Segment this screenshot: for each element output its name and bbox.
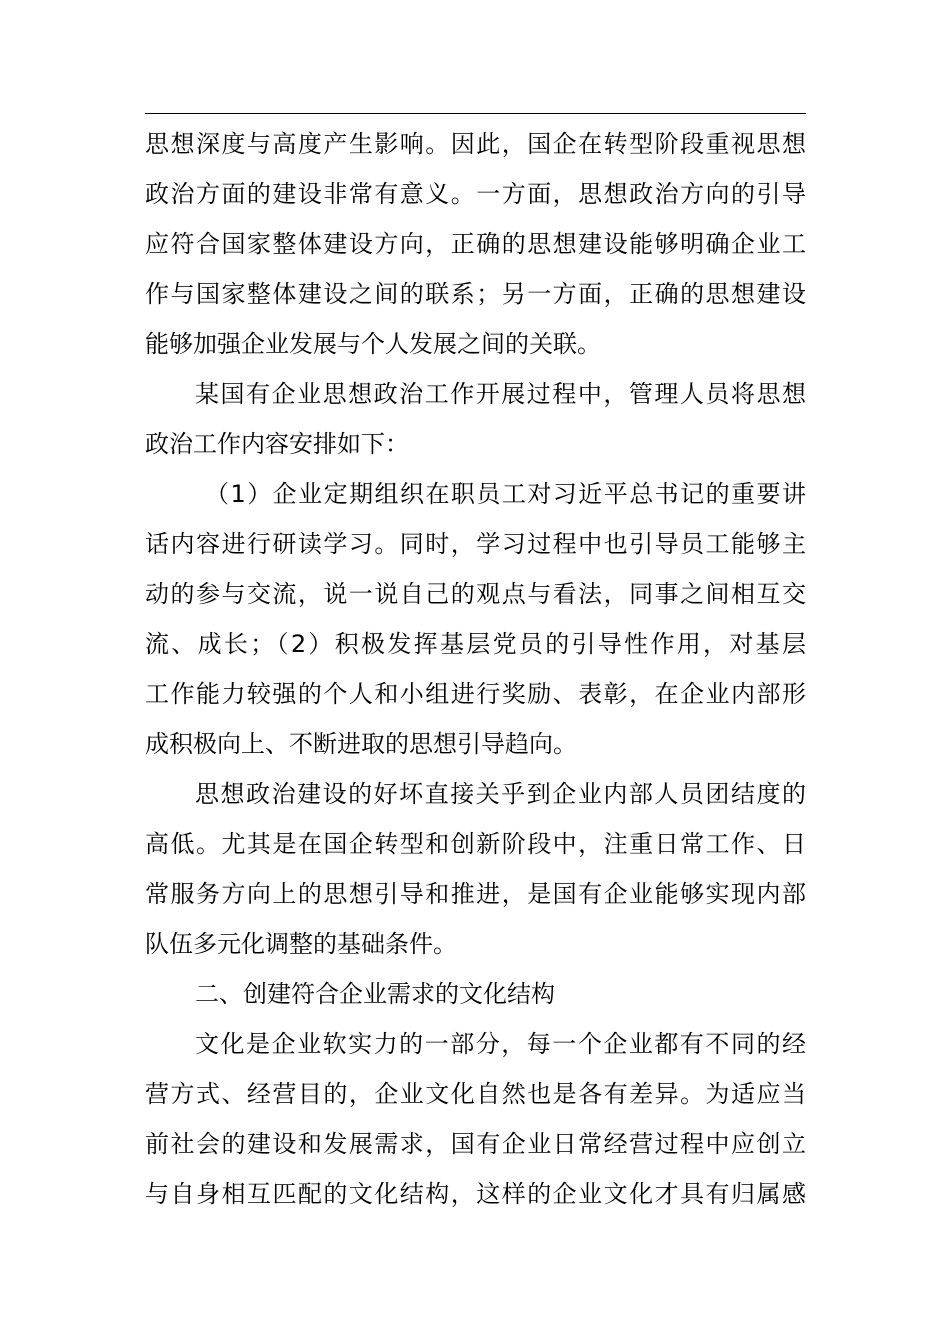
text-line: 动的参与交流，说一说自己的观点与看法，同事之间相互交 <box>145 580 806 608</box>
text-line: 与自身相互匹配的文化结构，这样的企业文化才具有归属感 <box>145 1180 806 1208</box>
text-line: 应符合国家整体建设方向，正确的思想建设能够明确企业工 <box>145 230 806 258</box>
text-line: 队伍多元化调整的基础条件。 <box>145 930 457 958</box>
text-line: 思想深度与高度产生影响。因此，国企在转型阶段重视思想 <box>145 130 806 158</box>
text-line: 工作能力较强的个人和小组进行奖励、表彰，在企业内部形 <box>145 680 806 708</box>
section-heading: 二、创建符合企业需求的文化结构 <box>195 980 555 1008</box>
text-line: 营方式、经营目的，企业文化自然也是各有差异。为适应当 <box>145 1080 806 1108</box>
text-line: 政治方面的建设非常有意义。一方面，思想政治方向的引导 <box>145 180 806 208</box>
text-line: 常服务方向上的思想引导和推进，是国有企业能够实现内部 <box>145 880 806 908</box>
paragraph-start-line: 思想政治建设的好坏直接关乎到企业内部人员团结度的 <box>195 780 806 808</box>
paragraph-start-line: 某国有企业思想政治工作开展过程中，管理人员将思想 <box>195 380 806 408</box>
text-line: 前社会的建设和发展需求，国有企业日常经营过程中应创立 <box>145 1130 806 1158</box>
text-line: 作与国家整体建设之间的联系；另一方面，正确的思想建设 <box>145 280 806 308</box>
text-line: 成积极向上、不断进取的思想引导趋向。 <box>145 730 577 758</box>
text-line: 能够加强企业发展与个人发展之间的关联。 <box>145 330 601 358</box>
body-text <box>145 119 806 1219</box>
text-line: 流、成长；（2）积极发挥基层党员的引导性作用，对基层 <box>145 630 806 658</box>
list-item-start-line: （1）企业定期组织在职员工对习近平总书记的重要讲 <box>205 480 806 508</box>
paragraph-start-line: 文化是企业软实力的一部分，每一个企业都有不同的经 <box>195 1030 806 1058</box>
text-line: 政治工作内容安排如下： <box>145 430 409 458</box>
text-line: 话内容进行研读学习。同时，学习过程中也引导员工能够主 <box>145 530 806 558</box>
text-line: 高低。尤其是在国企转型和创新阶段中，注重日常工作、日 <box>145 830 806 858</box>
header-rule <box>145 113 806 114</box>
